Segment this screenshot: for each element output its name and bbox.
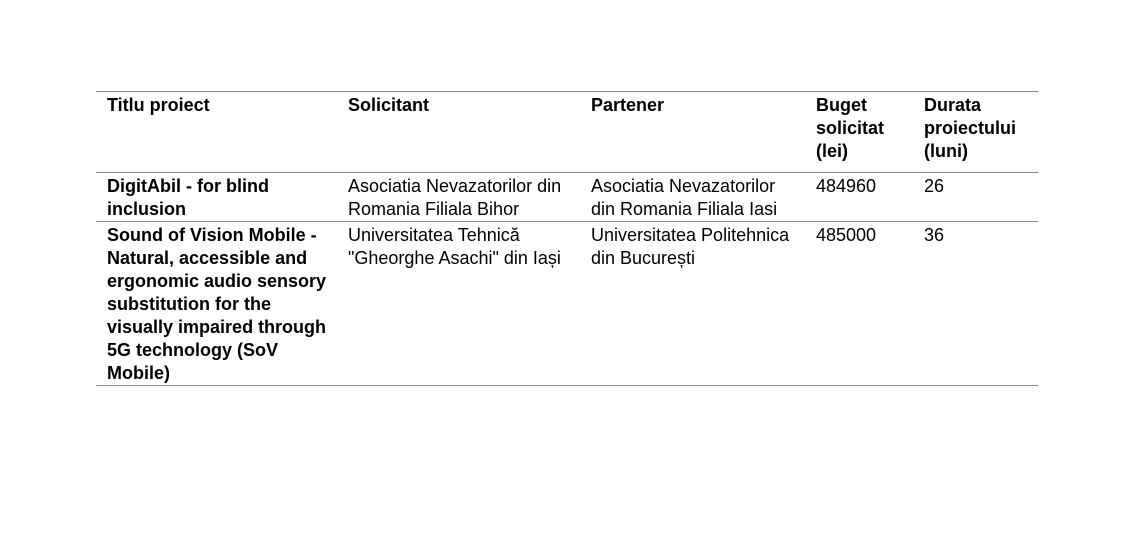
- header-row: [96, 92, 1038, 173]
- header-durata-proiectului: Durata proiectului (luni): [924, 95, 1017, 161]
- table-row: [96, 173, 1038, 222]
- header-solicitant: Solicitant: [348, 95, 430, 115]
- projects-table-container: [96, 91, 1038, 386]
- cell-buget: 485000: [816, 225, 877, 245]
- cell-solicitant: Universitatea Tehnică "Gheorghe Asachi" din Iași: [348, 225, 561, 268]
- cell-partener: Asociatia Nevazatorilor din Romania Filiala Iasi: [591, 176, 778, 219]
- cell-solicitant: Asociatia Nevazatorilor din Romania Filiala Bihor: [348, 176, 562, 219]
- cell-buget: 484960: [816, 176, 877, 196]
- header-partener: Partener: [591, 95, 665, 115]
- table-header: [96, 92, 1038, 173]
- header-titlu-proiect: Titlu proiect: [107, 95, 210, 115]
- cell-durata: 26: [924, 176, 945, 196]
- cell-durata: 36: [924, 225, 945, 245]
- table-row: [96, 222, 1038, 386]
- cell-titlu-proiect: DigitAbil - for blind inclusion: [107, 176, 269, 219]
- table-body: [96, 173, 1038, 386]
- projects-table: [96, 91, 1038, 386]
- header-buget-solicitat: Buget solicitat (lei): [816, 95, 885, 161]
- cell-titlu-proiect: Sound of Vision Mobile - Natural, accessible and ergonomic audio sensory substitution for the visually impaired through 5G technology (SoV Mobile): [107, 225, 327, 383]
- cell-partener: Universitatea Politehnica din București: [591, 225, 790, 268]
